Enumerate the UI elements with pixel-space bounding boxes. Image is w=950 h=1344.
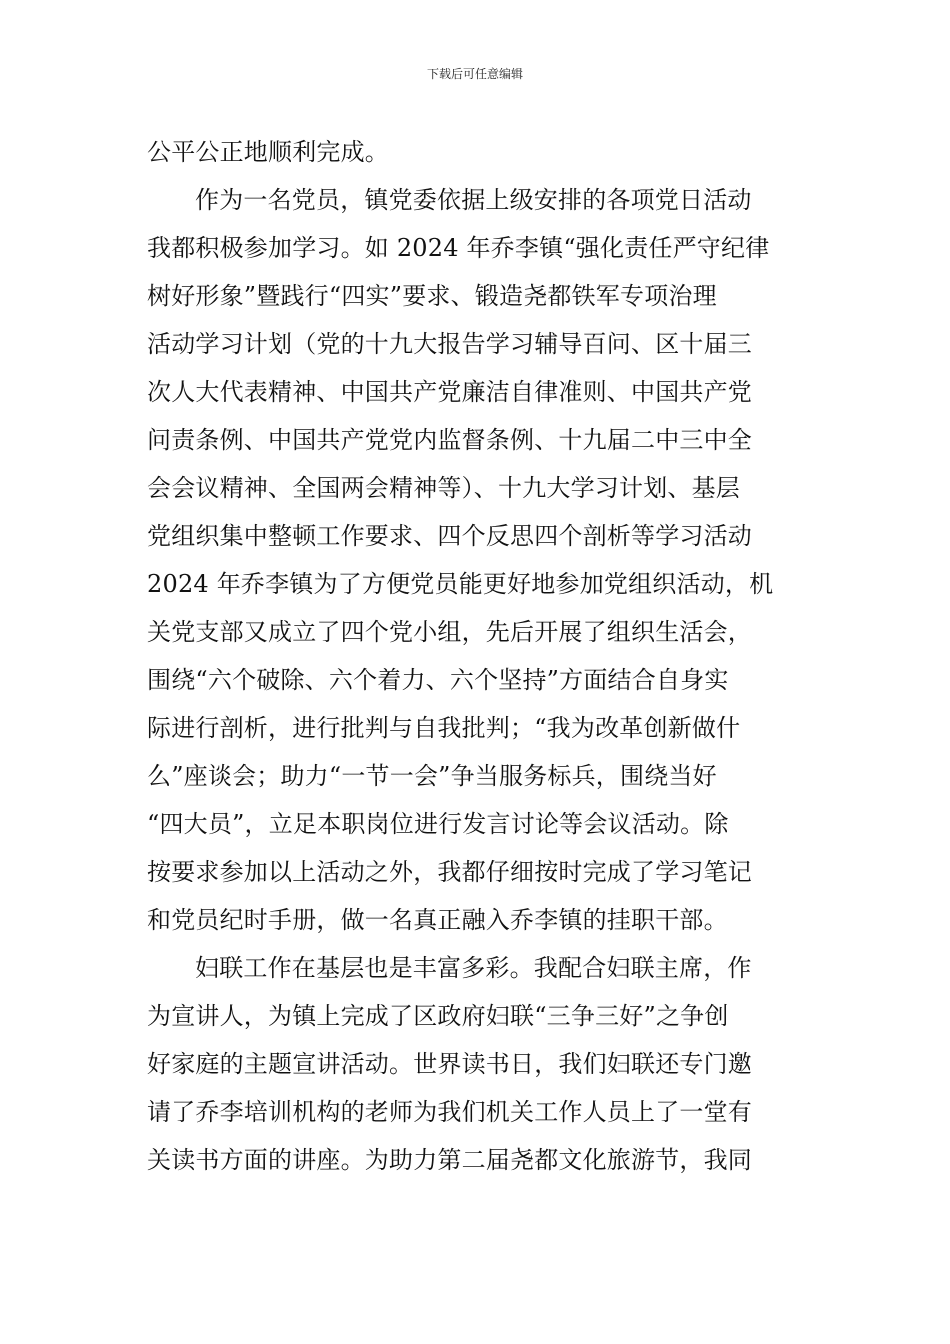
text-line: 问责条例、中国共产党党内监督条例、十九届二中三中全 <box>147 426 752 454</box>
text-line: 妇联工作在基层也是丰富多彩。我配合妇联主席，作 <box>195 954 752 982</box>
text-line: 党组织集中整顿工作要求、四个反思四个剖析等学习活动 <box>147 522 752 550</box>
text-line: 我都积极参加学习。如 2024 年乔李镇“强化责任严守纪律 <box>147 234 770 262</box>
text-line: 和党员纪时手册，做一名真正融入乔李镇的挂职干部。 <box>147 906 728 934</box>
text-line: 按要求参加以上活动之外，我都仔细按时完成了学习笔记 <box>147 858 752 886</box>
text-line: 关党支部又成立了四个党小组，先后开展了组织生活会， <box>147 618 752 646</box>
text-line: 围绕“六个破除、六个着力、六个坚持”方面结合自身实 <box>147 666 729 694</box>
text-line: 公平公正地顺利完成。 <box>147 138 389 166</box>
text-line: 作为一名党员，镇党委依据上级安排的各项党日活动 <box>195 186 752 214</box>
text-line: “四大员”，立足本职岗位进行发言讨论等会议活动。除 <box>147 810 729 838</box>
text-line: 会会议精神、全国两会精神等）、十九大学习计划、基层 <box>147 474 740 502</box>
text-line: 2024 年乔李镇为了方便党员能更好地参加党组织活动，机 <box>147 570 774 598</box>
text-line: 关读书方面的讲座。为助力第二届尧都文化旅游节，我同 <box>147 1146 752 1174</box>
text-line: 请了乔李培训机构的老师为我们机关工作人员上了一堂有 <box>147 1098 752 1126</box>
text-line: 为宣讲人，为镇上完成了区政府妇联“三争三好”之争创 <box>147 1002 729 1030</box>
paragraph-2 <box>147 176 807 944</box>
text-line: 好家庭的主题宣讲活动。世界读书日，我们妇联还专门邀 <box>147 1050 752 1078</box>
text-line: 活动学习计划（党的十九大报告学习辅导百问、区十届三 <box>147 330 752 358</box>
text-line: 树好形象”暨践行“四实”要求、锻造尧都铁军专项治理 <box>147 282 717 310</box>
paragraph-3 <box>147 944 807 1184</box>
document-body <box>147 128 807 1184</box>
paragraph-1 <box>147 128 807 176</box>
text-line: 际进行剖析，进行批判与自我批判；“我为改革创新做什 <box>147 714 741 742</box>
page-header: 下载后可任意编辑 <box>426 67 523 81</box>
text-line: 么”座谈会；助力“一节一会”争当服务标兵，围绕当好 <box>147 762 717 790</box>
text-line: 次人大代表精神、中国共产党廉洁自律准则、中国共产党 <box>147 378 752 406</box>
